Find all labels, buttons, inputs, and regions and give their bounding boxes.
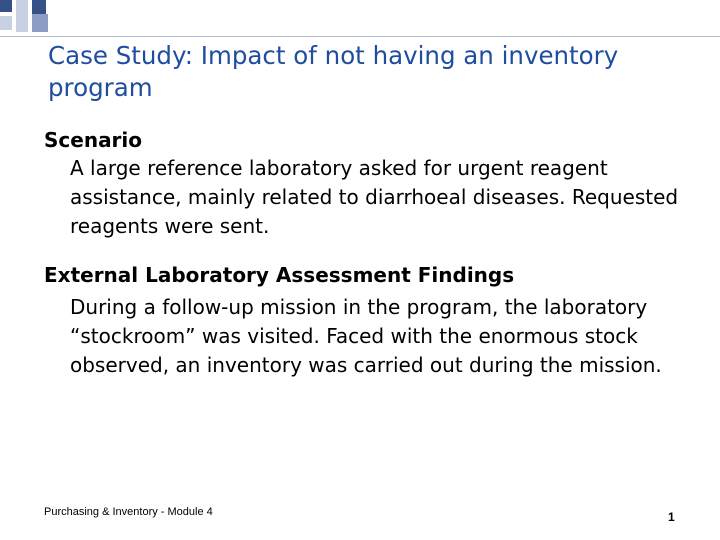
decor-square: [16, 0, 28, 12]
decor-square: [32, 0, 46, 14]
decor-square: [16, 12, 28, 32]
section-body-scenario: A large reference laboratory asked for urgent reagent assistance, mainly related to diarrhoeal diseases. Requested reagents were sent.: [70, 156, 679, 238]
slide-footer: Purchasing & Inventory - Module 4: [44, 506, 213, 518]
section-heading-findings: External Laboratory Assessment Findings: [44, 263, 515, 287]
section-heading-scenario: Scenario: [44, 128, 143, 152]
decor-square: [0, 0, 12, 12]
slide-body: [44, 126, 684, 380]
slide-title: Case Study: Impact of not having an inventory program: [48, 41, 619, 102]
decor-square: [32, 14, 48, 32]
decor-square: [0, 16, 12, 30]
title-divider: [0, 36, 720, 37]
page-number: 1: [668, 510, 675, 524]
section-body-findings: During a follow-up mission in the program, the laboratory “stockroom” was visited. Faced with the enormous stock observed, an inventory was carried out during the mission.: [70, 295, 662, 377]
